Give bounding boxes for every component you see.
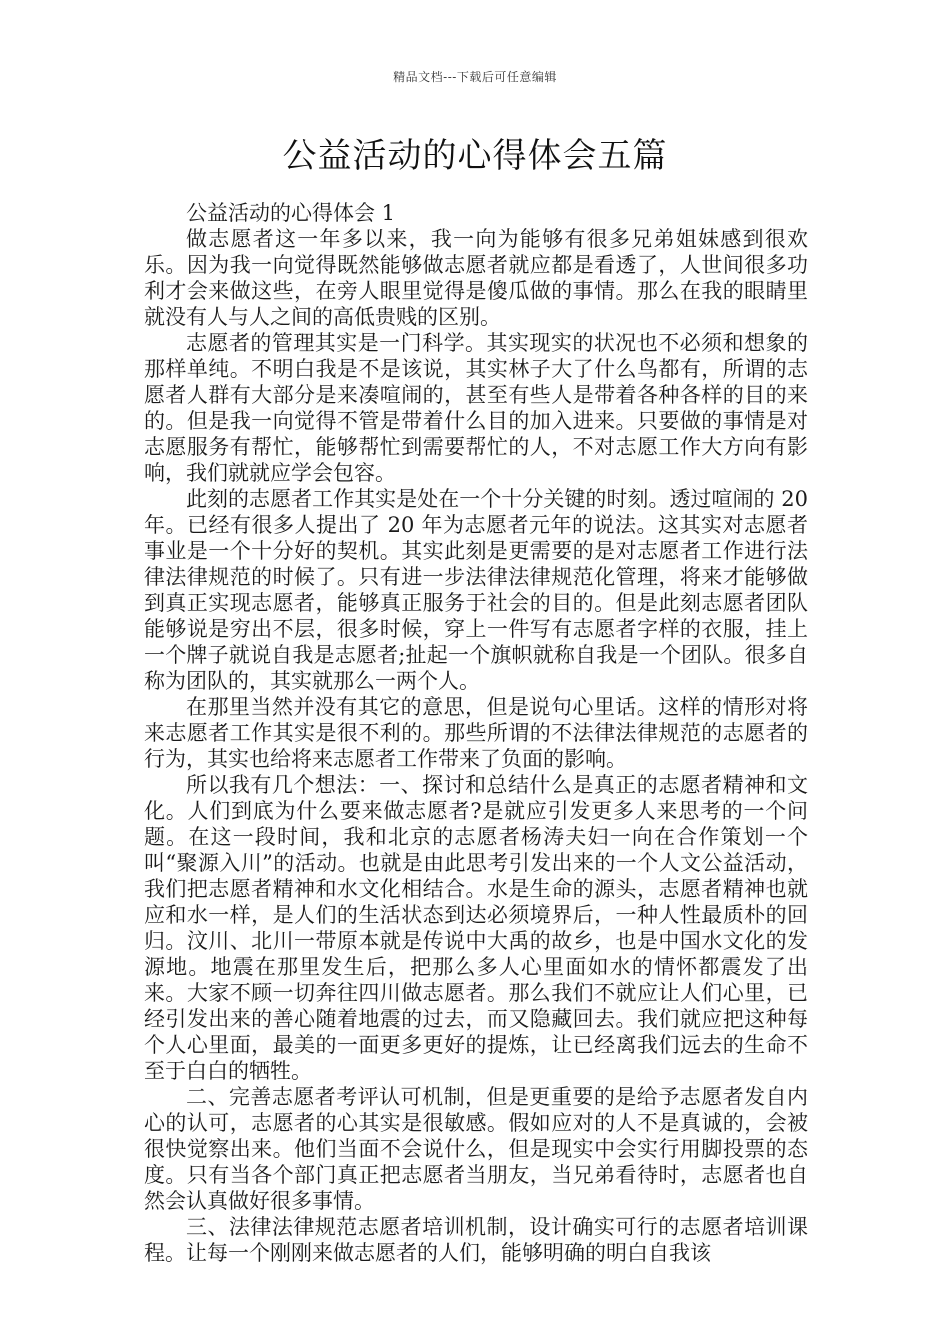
paragraph: 三、法律法律规范志愿者培训机制，设计确实可行的志愿者培训课程。让每一个刚刚来做志愿者的人们，能够明确的明白自我该 — [144, 1215, 808, 1265]
paragraph: 二、完善志愿者考评认可机制，但是更重要的是给予志愿者发自内心的认可，志愿者的心其实是很敏感。假如应对的人不是真诚的，会被很快觉察出来。他们当面不会说什么，但是现实中会实行用脚投票的态度。只有当各个部门真正把志愿者当朋友，当兄弟看待时，志愿者也自然会认真做好很多事情。 — [144, 1085, 808, 1213]
paragraph: 此刻的志愿者工作其实是处在一个十分关键的时刻。透过喧闹的 20 年。已经有很多人提出了 20 年为志愿者元年的说法。这其实对志愿者事业是一个十分好的契机。其实此刻是更需要的是对志愿者工作进行法律法律规范的时候了。只有进一步法律法律规范化管理，将来才能够做到真正实现志愿者，能够真正服务于社会的目的。但是此刻志愿者团队能够说是穷出不层，很多时候，穿上一件写有志愿者字样的衣服，挂上一个牌子就说自我是志愿者;扯起一个旗帜就称自我是一个团队。很多自称为团队的，其实就那么一两个人。 — [144, 487, 808, 693]
paragraph: 在那里当然并没有其它的意思，但是说句心里话。这样的情形对将来志愿者工作其实是很不利的。那些所谓的不法律法律规范的志愿者的行为，其实也给将来志愿者工作带来了负面的影响。 — [144, 695, 808, 771]
paragraph: 志愿者的管理其实是一门科学。其实现实的状况也不必须和想象的那样单纯。不明白我是不是该说，其实林子大了什么鸟都有，所谓的志愿者人群有大部分是来凑喧闹的，甚至有些人是带着各种各样的目的来的。但是我一向觉得不管是带着什么目的加入进来。只要做的事情是对志愿服务有帮忙，能够帮忙到需要帮忙的人，不对志愿工作大方向有影响，我们就就应学会包容。 — [144, 331, 808, 485]
paragraph: 做志愿者这一年多以来，我一向为能够有很多兄弟姐妹感到很欢乐。因为我一向觉得既然能够做志愿者就应都是看透了，人世间很多功利才会来做这些，在旁人眼里觉得是傻瓜做的事情。那么在我的眼睛里就没有人与人之间的高低贵贱的区别。 — [144, 227, 808, 329]
paragraph: 所以我有几个想法：一、探讨和总结什么是真正的志愿者精神和文化。人们到底为什么要来做志愿者?是就应引发更多人来思考的一个问题。在这一段时间，我和北京的志愿者杨涛夫妇一向在合作策划一个叫“聚源入川”的活动。也就是由此思考引发出来的一个人文公益活动，我们把志愿者精神和水文化相结合。水是生命的源头，志愿者精神也就应和水一样，是人们的生活状态到达必须境界后，一种人性最质朴的回归。汶川、北川一带原本就是传说中大禹的故乡，也是中国水文化的发源地。地震在那里发生后，把那么多人心里面如水的情怀都震发了出来。大家不顾一切奔往四川做志愿者。那么我们不就应让人们心里，已经引发出来的善心随着地震的过去，而又隐藏回去。我们就应把这种每个人心里面，最美的一面更多更好的提炼，让已经离我们远去的生命不至于白白的牺牲。 — [144, 773, 808, 1083]
document-body — [144, 200, 808, 1266]
header-note: 精品文档---下载后可任意编辑 — [393, 70, 557, 84]
document-title: 公益活动的心得体会五篇 — [282, 136, 668, 176]
section-heading: 公益活动的心得体会 1 — [186, 201, 396, 225]
